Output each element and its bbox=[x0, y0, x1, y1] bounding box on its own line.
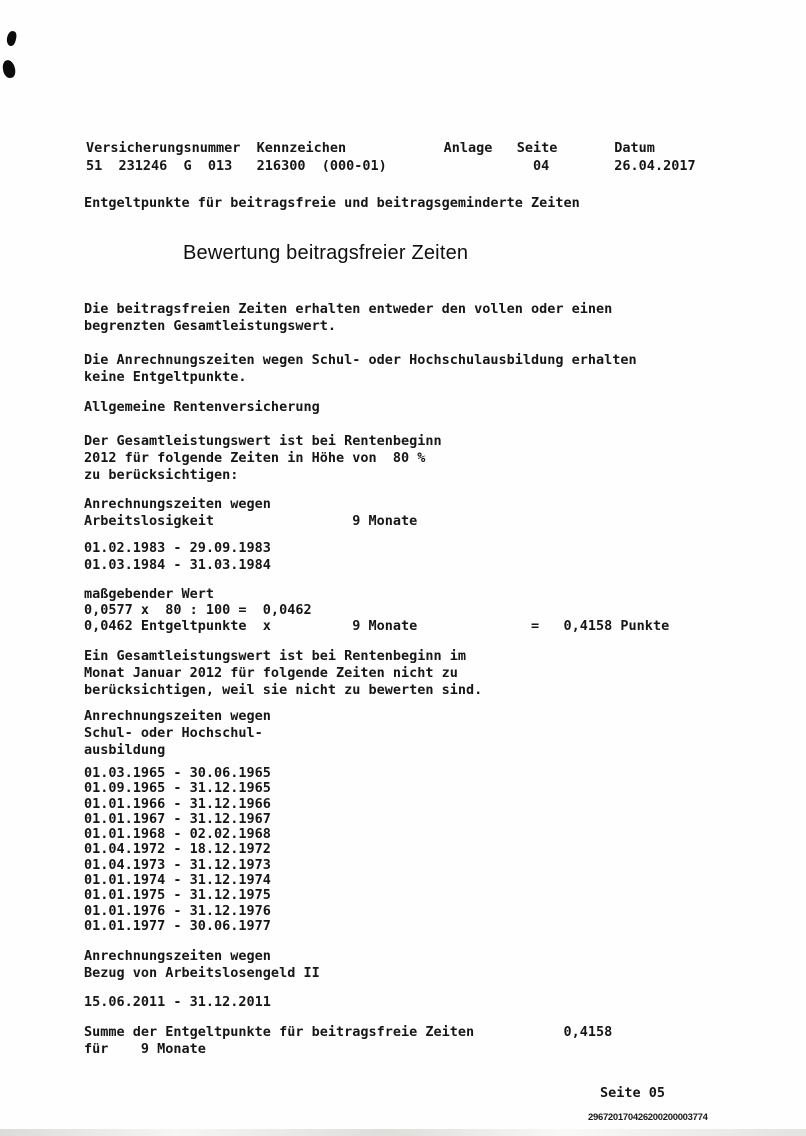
massgebender-wert-calculation bbox=[84, 586, 669, 634]
intro-paragraph bbox=[84, 301, 612, 335]
text-line: Arbeitslosigkeit 9 Monate bbox=[84, 513, 418, 529]
anrechnungszeiten-arbeitslosigkeit bbox=[84, 496, 417, 530]
text-line: 01.01.1966 - 31.12.1966 bbox=[84, 795, 271, 812]
text-line: Summe der Entgeltpunkte für beitragsfreie Zeiten 0,4158 bbox=[84, 1024, 613, 1040]
text-line: 01.01.1976 - 31.12.1976 bbox=[84, 902, 271, 919]
subject-line bbox=[84, 195, 580, 212]
text-line: zu berücksichtigen: bbox=[84, 467, 239, 483]
text-line: 01.09.1965 - 31.12.1965 bbox=[84, 780, 271, 797]
school-note-paragraph bbox=[84, 352, 637, 386]
header-table bbox=[86, 139, 696, 175]
text-line: 01.03.1965 - 30.06.1965 bbox=[84, 765, 271, 781]
text-line: Ein Gesamtleistungswert ist bei Rentenbeginn im bbox=[84, 648, 467, 664]
text-line: Die beitragsfreien Zeiten erhalten entweder den vollen oder einen bbox=[84, 301, 613, 317]
text-line: Der Gesamtleistungswert ist bei Rentenbeginn bbox=[84, 433, 442, 449]
document-title: Bewertung beitragsfreier Zeiten bbox=[183, 242, 469, 264]
text-line: 01.01.1967 - 31.12.1967 bbox=[84, 810, 271, 827]
text-line: ausbildung bbox=[84, 742, 166, 758]
text-line: 01.01.1975 - 31.12.1975 bbox=[84, 887, 271, 904]
text-line: Schul- oder Hochschul- bbox=[84, 725, 263, 741]
alg2-date-list bbox=[84, 994, 271, 1011]
text-line: begrenzten Gesamtleistungswert. bbox=[84, 318, 336, 334]
text-line: 51 231246 G 013 216300 (000-01) 04 26.04.2017 bbox=[86, 158, 696, 174]
text-line: 01.01.1974 - 31.12.1974 bbox=[84, 872, 271, 889]
text-line: berücksichtigen, weil sie nicht zu bewerten sind. bbox=[84, 682, 483, 698]
text-line: 01.01.1968 - 02.02.1968 bbox=[84, 826, 271, 843]
text-line: Entgeltpunkte für beitragsfreie und beitragsgeminderte Zeiten bbox=[84, 195, 580, 211]
anrechnungszeiten-alg2 bbox=[84, 948, 320, 982]
section-allgemeine-rentenversicherung bbox=[84, 399, 320, 416]
text-line: 01.02.1983 - 29.09.1983 bbox=[84, 540, 271, 556]
text-line: Die Anrechnungszeiten wegen Schul- oder Hochschulausbildung erhalten bbox=[84, 352, 637, 368]
text-line: Allgemeine Rentenversicherung bbox=[84, 399, 320, 415]
text-line: 0,0462 Entgeltpunkte x 9 Monate = 0,4158 Punkte bbox=[84, 618, 670, 634]
text-line: Anrechnungszeiten wegen bbox=[84, 496, 271, 512]
text-line: 01.01.1977 - 30.06.1977 bbox=[84, 917, 271, 934]
footer-page-label: Seite 05 bbox=[600, 1085, 666, 1101]
text-line: 15.06.2011 - 31.12.2011 bbox=[84, 994, 271, 1010]
text-line: Anrechnungszeiten wegen bbox=[84, 948, 271, 964]
text-line: 01.03.1984 - 31.03.1984 bbox=[84, 557, 271, 573]
text-line: 2012 für folgende Zeiten in Höhe von 80 % bbox=[84, 450, 426, 466]
schulausbildung-date-list bbox=[84, 766, 271, 934]
footer-code-number: 296720170426200200003774 bbox=[588, 1112, 708, 1123]
arbeitslosigkeit-date-list bbox=[84, 540, 271, 574]
gesamtleistungswert-paragraph bbox=[84, 433, 442, 484]
text-line: keine Entgeltpunkte. bbox=[84, 369, 247, 385]
text-line: 01.04.1973 - 31.12.1973 bbox=[84, 856, 271, 873]
text-line: 0,0577 x 80 : 100 = 0,0462 bbox=[84, 602, 312, 618]
text-line: Bezug von Arbeitslosengeld II bbox=[84, 965, 320, 981]
text-line: Monat Januar 2012 für folgende Zeiten nicht zu bbox=[84, 665, 458, 681]
scan-edge-shadow bbox=[0, 1129, 806, 1136]
nicht-zu-bewerten-paragraph bbox=[84, 648, 482, 699]
text-line: maßgebender Wert bbox=[84, 586, 215, 602]
text-line: Anrechnungszeiten wegen bbox=[84, 708, 271, 724]
scan-artifact-mark bbox=[6, 30, 18, 47]
text-line: 01.04.1972 - 18.12.1972 bbox=[84, 841, 271, 858]
text-line: für 9 Monate bbox=[84, 1041, 206, 1057]
text-line: Versicherungsnummer Kennzeichen Anlage Seite Datum bbox=[86, 140, 655, 156]
anrechnungszeiten-schulausbildung bbox=[84, 708, 271, 759]
summe-entgeltpunkte bbox=[84, 1024, 612, 1058]
scan-artifact-mark bbox=[2, 59, 17, 79]
